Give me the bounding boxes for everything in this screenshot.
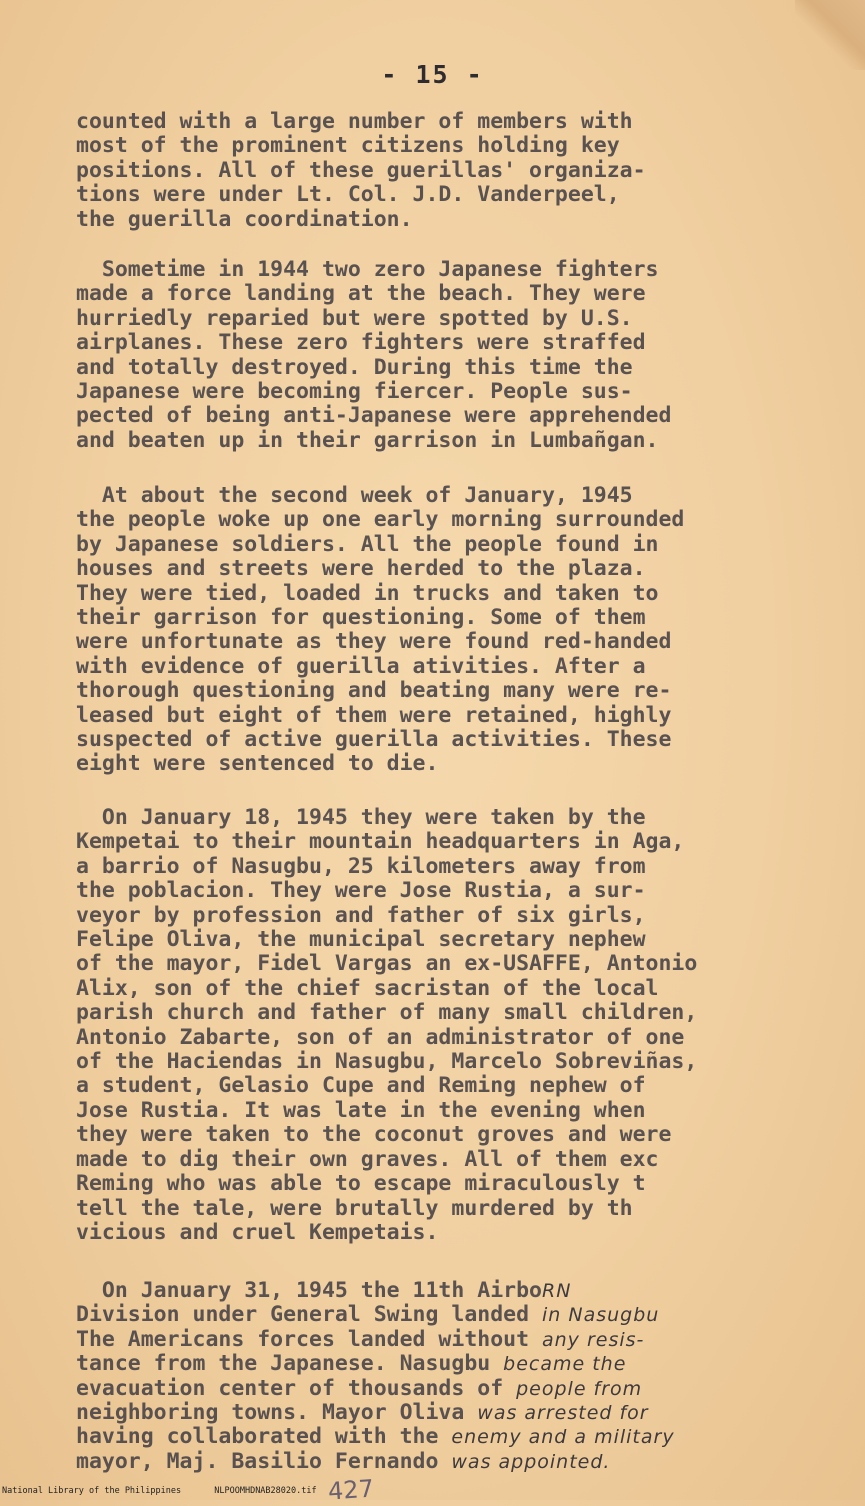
text-line: Felipe Oliva, the municipal secretary nephew: [76, 927, 646, 953]
text-line: pected of being anti-Japanese were apprehended: [76, 403, 672, 429]
paragraph-1: [76, 110, 806, 232]
text-line: Antonio Zabarte, son of an administrator of one: [76, 1024, 685, 1050]
text-line: tions were under Lt. Col. J.D. Vanderpeel,: [76, 182, 620, 208]
handwritten-correction: any resis-: [542, 1328, 645, 1351]
text-line: of the Haciendas in Nasugbu, Marcelo Sobreviñas,: [76, 1049, 698, 1075]
paragraph-5: [76, 1279, 806, 1474]
handwritten-correction: people from: [516, 1377, 643, 1400]
text-line: eight were sentenced to die.: [76, 751, 439, 777]
text-line: made a force landing at the beach. They were: [76, 281, 646, 307]
text-line: made to dig their own graves. All of them exc: [76, 1146, 659, 1172]
page-number: - 15 -: [381, 60, 484, 89]
text-line: a student, Gelasio Cupe and Reming nephew of: [76, 1073, 646, 1099]
text-line: their garrison for questioning. Some of them: [76, 605, 646, 631]
text-line: evacuation center of thousands of people from: [76, 1375, 643, 1401]
paragraph-4: [76, 806, 806, 1245]
scan-footer: [2, 1486, 345, 1496]
text-line: most of the prominent citizens holding key: [76, 133, 620, 159]
handwritten-correction: became the: [503, 1353, 627, 1376]
handwritten-correction: was appointed.: [451, 1450, 611, 1473]
paragraph-3: [76, 484, 806, 777]
text-line: hurriedly reparied but were spotted by U.S.: [76, 305, 633, 331]
text-line: they were taken to the coconut groves and were: [76, 1122, 672, 1148]
text-line: neighboring towns. Mayor Oliva was arrested for: [76, 1400, 649, 1426]
text-line: the guerilla coordination.: [76, 206, 413, 232]
text-line: The Americans forces landed without any resis-: [76, 1326, 645, 1352]
text-line: by Japanese soldiers. All the people found in: [76, 531, 659, 557]
text-line: suspected of active guerilla activities. These: [76, 727, 672, 753]
text-line: veyor by profession and father of six girls,: [76, 902, 646, 928]
text-line: Alix, son of the chief sacristan of the local: [76, 975, 659, 1001]
text-line: a barrio of Nasugbu, 25 kilometers away from: [76, 853, 646, 879]
handwritten-correction: was arrested for: [477, 1402, 649, 1425]
text-line: having collaborated with the enemy and a military: [76, 1424, 675, 1450]
handwritten-correction: RN: [542, 1280, 572, 1302]
paragraph-2: [76, 258, 806, 453]
text-line: counted with a large number of members with: [76, 109, 633, 134]
text-line: They were tied, loaded in trucks and taken to: [76, 580, 659, 606]
text-line: houses and streets were herded to the plaza.: [76, 556, 646, 582]
text-line: Division under General Swing landed in Nasugbu: [76, 1302, 660, 1328]
text-line: with evidence of guerilla ativities. After a: [76, 653, 646, 679]
file-name: NLPOOMHDNAB28020.tif: [214, 1486, 317, 1496]
text-line: of the mayor, Fidel Vargas an ex-USAFFE, Antonio: [76, 951, 698, 977]
text-line: At about the second week of January, 1945: [76, 483, 633, 508]
text-line: tell the tale, were brutally murdered by th: [76, 1195, 633, 1221]
text-line: airplanes. These zero fighters were straffed: [76, 330, 646, 356]
text-line: and beaten up in their garrison in Lumbañgan.: [76, 427, 659, 453]
library-credit: National Library of the Philippines: [2, 1486, 182, 1496]
text-line: were unfortunate as they were found red-handed: [76, 629, 672, 655]
text-line: mayor, Maj. Basilio Fernando was appointed.: [76, 1448, 611, 1474]
text-line: thorough questioning and beating many were re-: [76, 678, 672, 704]
text-line: Reming who was able to escape miraculously t: [76, 1171, 646, 1197]
text-line: parish church and father of many small children,: [76, 1000, 698, 1026]
text-line: the poblacion. They were Jose Rustia, a sur-: [76, 878, 646, 904]
text-line: tance from the Japanese. Nasugbu became the: [76, 1351, 627, 1377]
text-line: positions. All of these guerillas' organiza-: [76, 157, 646, 183]
text-line: Kempetai to their mountain headquarters in Aga,: [76, 829, 685, 855]
text-line: Japanese were becoming fiercer. People sus-: [76, 379, 633, 405]
text-line: leased but eight of them were retained, highly: [76, 702, 672, 728]
text-line: On January 31, 1945 the 11th AirboRN: [76, 1278, 572, 1303]
handwritten-correction: in Nasugbu: [542, 1304, 660, 1327]
text-line: Sometime in 1944 two zero Japanese fighters: [76, 257, 659, 282]
text-line: the people woke up one early morning surrounded: [76, 507, 685, 533]
text-line: Jose Rustia. It was late in the evening when: [76, 1097, 646, 1123]
handwritten-correction: enemy and a military: [451, 1426, 675, 1449]
text-line: and totally destroyed. During this time the: [76, 354, 633, 380]
text-line: On January 18, 1945 they were taken by the: [76, 805, 646, 830]
handwritten-folio-number: 427: [327, 1474, 375, 1506]
text-line: vicious and cruel Kempetais.: [76, 1219, 439, 1245]
